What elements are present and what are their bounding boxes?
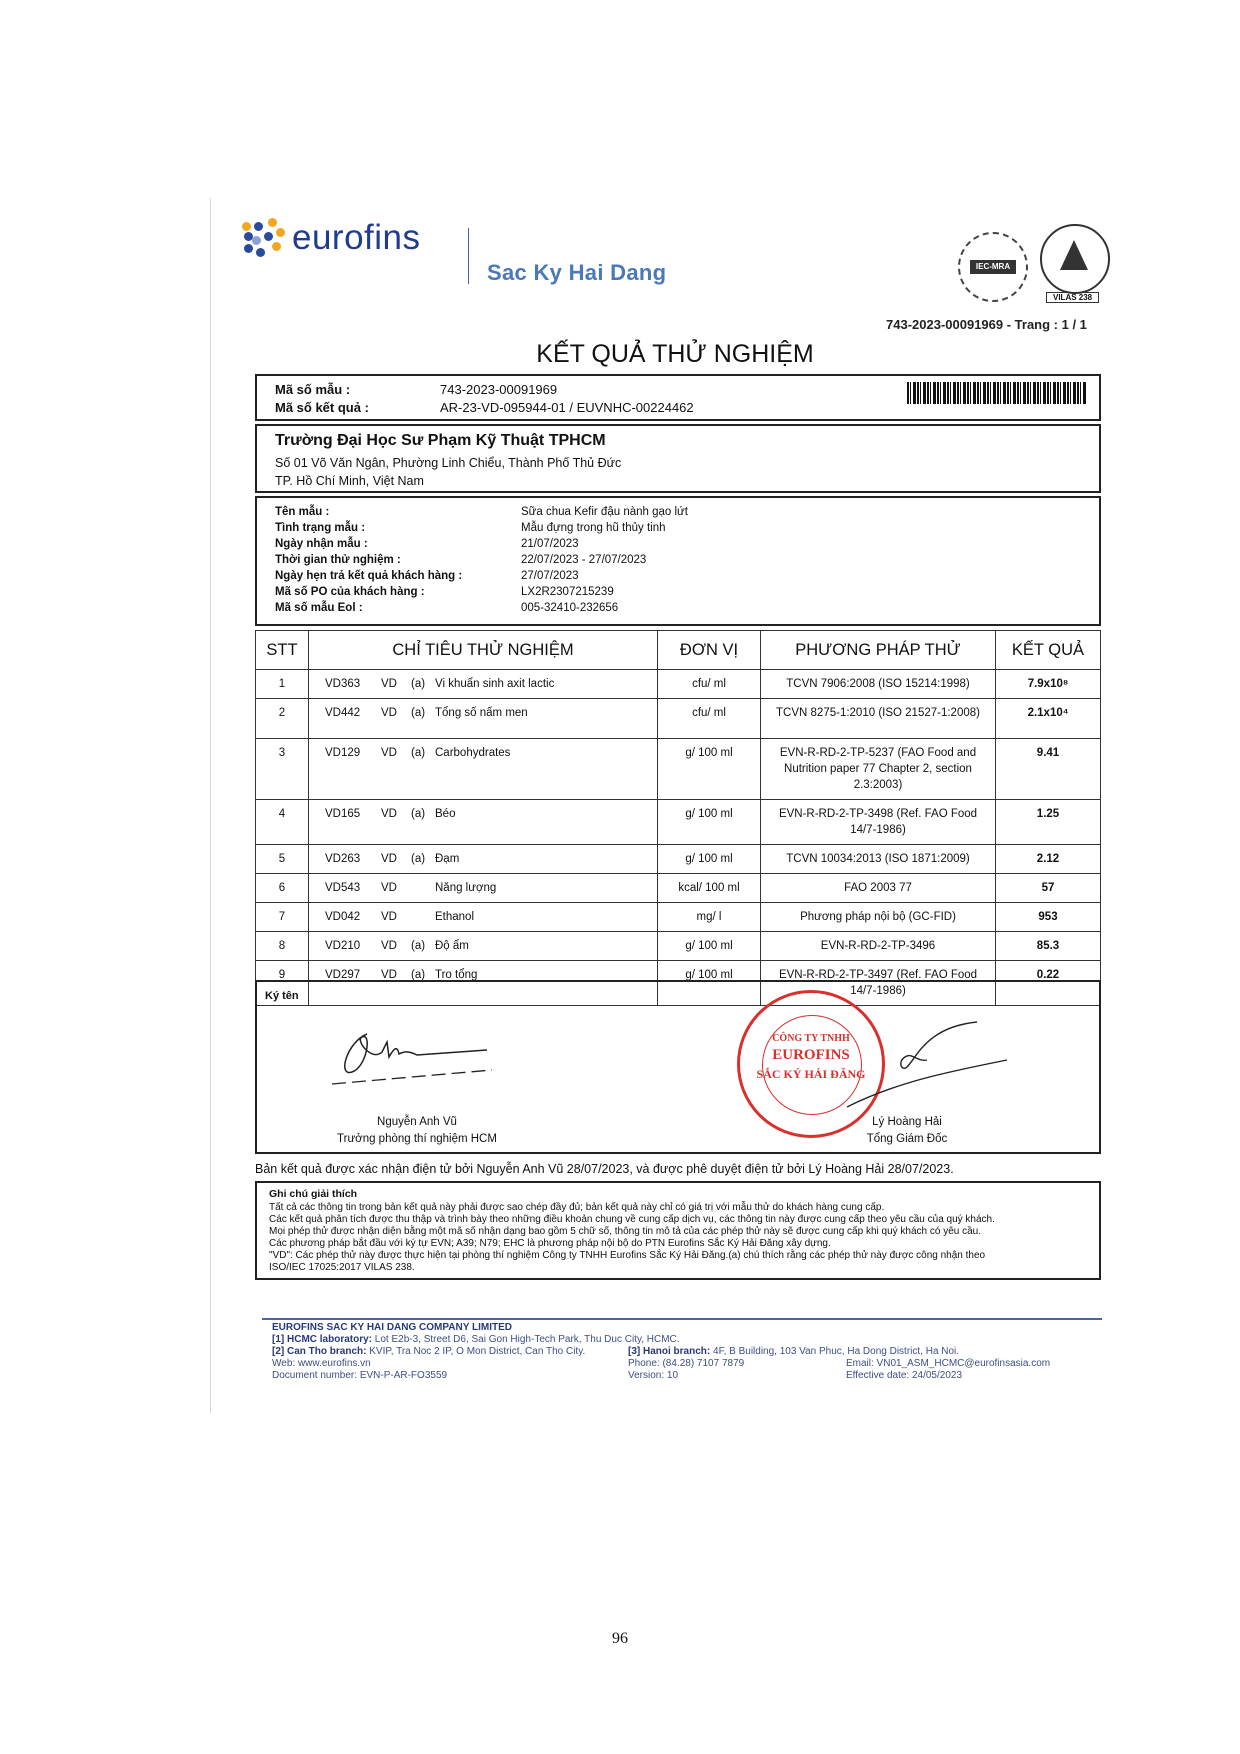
notes-title: Ghi chú giải thích — [269, 1188, 358, 1200]
note-line: Các kết quả phân tích được thu thập và trình bày theo những điều khoản chung về cung cấp dịch vụ, các thông tin này được cung cấp theo yêu cầu của quý khách. — [269, 1214, 995, 1225]
iec-mra-seal-icon: IEC-MRA — [958, 232, 1028, 302]
electronic-verification: Bản kết quả được xác nhận điện tử bởi Nguyễn Anh Vũ 28/07/2023, và được phê duyệt điện tử bởi Lý Hoàng Hải 28/07/2023. — [255, 1162, 954, 1176]
sample-info-row: Ngày hẹn trả kết quả khách hàng : 27/07/2023 — [275, 570, 579, 582]
vilas-badge: VILAS 238 — [1046, 292, 1099, 303]
company-stamp-icon: CÔNG TY TNHH EUROFINS SẮC KÝ HẢI ĐĂNG — [737, 990, 885, 1138]
logo-divider — [468, 228, 469, 284]
note-line: ISO/IEC 17025:2017 VILAS 238. — [269, 1262, 415, 1273]
sample-info-row: Ngày nhận mẫu : 21/07/2023 — [275, 538, 579, 550]
ids-box — [255, 374, 1101, 421]
sample-code-row: Mã số mẫu : 743-2023-00091969 — [275, 382, 558, 397]
table-row: 2 VD442 VD (a) Tổng số nấm men cfu/ ml TCVN 8275-1:2010 (ISO 21527-1:2008) 2.1x10⁴ — [256, 699, 1101, 739]
table-row: 5 VD263 VD (a) Đạm g/ 100 ml TCVN 10034:2013 (ISO 1871:2009) 2.12 — [256, 845, 1101, 874]
signer-right — [787, 1114, 1027, 1148]
table-row: 1 VD363 VD (a) Vi khuẩn sinh axit lactic cfu/ ml TCVN 7906:2008 (ISO 15214:1998) 7.9x10⁸ — [256, 670, 1101, 699]
sign-label: Ký tên — [265, 990, 299, 1002]
barcode — [907, 382, 1087, 404]
results-table — [255, 630, 1101, 1006]
footer-company: EUROFINS SAC KY HAI DANG COMPANY LIMITED — [272, 1322, 513, 1333]
result-code: AR-23-VD-095944-01 / EUVNHC-00224462 — [440, 400, 694, 415]
sample-info-box — [255, 496, 1101, 626]
note-line: Các phương pháp bắt đầu với ký tự EVN; A39; N79; EHC là phương pháp nội bộ do PTN Eurofins Sắc Ký Hải Đăng xây dựng. — [269, 1238, 831, 1249]
footer-web-link[interactable]: Web: www.eurofins.vn — [272, 1358, 371, 1369]
table-row: 4 VD165 VD (a) Béo g/ 100 ml EVN-R-RD-2-TP-3498 (Ref. FAO Food 14/7-1986) 1.25 — [256, 800, 1101, 845]
sample-info-row: Tên mẫu : Sữa chua Kefir đậu nành gạo lứt — [275, 506, 688, 518]
client-box — [255, 424, 1101, 493]
footer-version: Version: 10 — [628, 1370, 679, 1381]
signer-right-title: Tổng Giám Đốc — [866, 1133, 948, 1145]
client-address-line2: TP. Hồ Chí Minh, Việt Nam — [275, 474, 424, 488]
sample-info-row: Mã số PO của khách hàng : LX2R2307215239 — [275, 586, 614, 598]
signer-left — [297, 1114, 537, 1148]
notes-box — [255, 1181, 1101, 1280]
client-address-line1: Số 01 Võ Văn Ngân, Phường Linh Chiểu, Thành Phố Thủ Đức — [275, 456, 622, 470]
table-row: 6 VD543 VD Năng lượng kcal/ 100 ml FAO 2003 77 57 — [256, 874, 1101, 903]
report-reference: 743-2023-00091969 - Trang : 1 / 1 — [886, 317, 1087, 332]
signature-right-icon — [807, 1012, 1047, 1112]
sample-code: 743-2023-00091969 — [440, 382, 558, 397]
sub-brand: Sac Ky Hai Dang — [487, 260, 667, 285]
result-code-row: Mã số kết quả : AR-23-VD-095944-01 / EUVNHC-00224462 — [275, 400, 694, 415]
brand-name: eurofins — [292, 218, 421, 257]
table-row: 3 VD129 VD (a) Carbohydrates g/ 100 ml EVN-R-RD-2-TP-5237 (FAO Food and Nutrition paper 77 Chapter 2, section 2.3:2003) 9.41 — [256, 739, 1101, 800]
signer-right-name: Lý Hoàng Hải — [872, 1116, 942, 1128]
note-line: Mọi phép thử được nhận diện bằng một mã số nhận dạng bao gồm 5 chữ số, thông tin mô tả của các phép thử này sẽ được cung cấp khi quý khách có yêu cầu. — [269, 1226, 982, 1237]
footer-hanoi: [3] Hanoi branch: 4F, B Building, 103 Van Phuc, Ha Dong District, Ha Noi. — [628, 1346, 960, 1357]
footer-effective-date: Effective date: 24/05/2023 — [846, 1370, 963, 1381]
sample-info-row: Thời gian thử nghiệm : 22/07/2023 - 27/07/2023 — [275, 554, 647, 566]
page-number: 96 — [612, 1630, 628, 1647]
col-result: KẾT QUẢ — [996, 631, 1101, 670]
table-row: 8 VD210 VD (a) Độ ẩm g/ 100 ml EVN-R-RD-2-TP-3496 85.3 — [256, 932, 1101, 961]
sample-info-row: Mã số mẫu Eol : 005-32410-232656 — [275, 602, 619, 614]
client-name: Trường Đại Học Sư Phạm Kỹ Thuật TPHCM — [275, 432, 606, 449]
table-row: 9 VD297 VD (a) Tro tổng g/ 100 ml EVN-R-RD-2-TP-3497 (Ref. FAO Food 14/7-1986) 0.22 — [256, 961, 1101, 1006]
eurofins-logo — [242, 218, 421, 258]
footer-phone: Phone: (84.28) 7107 7879 — [628, 1358, 745, 1369]
scan-edge — [210, 198, 211, 1413]
sample-info-row: Tình trạng mẫu : Mẫu đựng trong hũ thủy tinh — [275, 522, 666, 534]
signer-left-title: Trưởng phòng thí nghiệm HCM — [337, 1133, 497, 1145]
signature-box — [255, 980, 1101, 1154]
footer-cantho: [2] Can Tho branch: KVIP, Tra Noc 2 IP, O Mon District, Can Tho City. — [272, 1346, 586, 1357]
note-line: "VD": Các phép thử này được thực hiện tại phòng thí nghiệm Công ty TNHH Eurofins Sắc Ký Hải Đăng.(a) chú thích rằng các phép thử này được công nhận theo — [269, 1250, 986, 1261]
table-row: 7 VD042 VD Ethanol mg/ l Phương pháp nội bộ (GC-FID) 953 — [256, 903, 1101, 932]
col-stt: STT — [256, 631, 309, 670]
signer-left-name: Nguyễn Anh Vũ — [377, 1116, 457, 1128]
footer-doc-number: Document number: EVN-P-AR-FO3559 — [272, 1370, 448, 1381]
boa-vietnam-seal-icon — [1040, 224, 1110, 294]
document-title: KẾT QUẢ THỬ NGHIỆM — [536, 340, 814, 368]
footer-hcmc: [1] HCMC laboratory: Lot E2b-3, Street D6, Sai Gon High-Tech Park, Thu Duc City, HCMC. — [272, 1334, 680, 1345]
eurofins-dots-icon — [242, 218, 286, 258]
footer-email-link[interactable]: Email: VN01_ASM_HCMC@eurofinsasia.com — [846, 1358, 1051, 1369]
footer-divider — [262, 1318, 1102, 1320]
table-header-row — [256, 631, 1101, 670]
col-method: PHƯƠNG PHÁP THỬ — [761, 631, 996, 670]
col-unit: ĐƠN VỊ — [658, 631, 761, 670]
signature-left-icon — [327, 1022, 507, 1092]
note-line: Tất cả các thông tin trong bản kết quả này phải được sao chép đầy đủ; bản kết quả này chỉ có giá trị với mẫu thử do khách hàng cung cấp. — [269, 1202, 885, 1213]
col-indicator: CHỈ TIÊU THỬ NGHIỆM — [309, 631, 658, 670]
